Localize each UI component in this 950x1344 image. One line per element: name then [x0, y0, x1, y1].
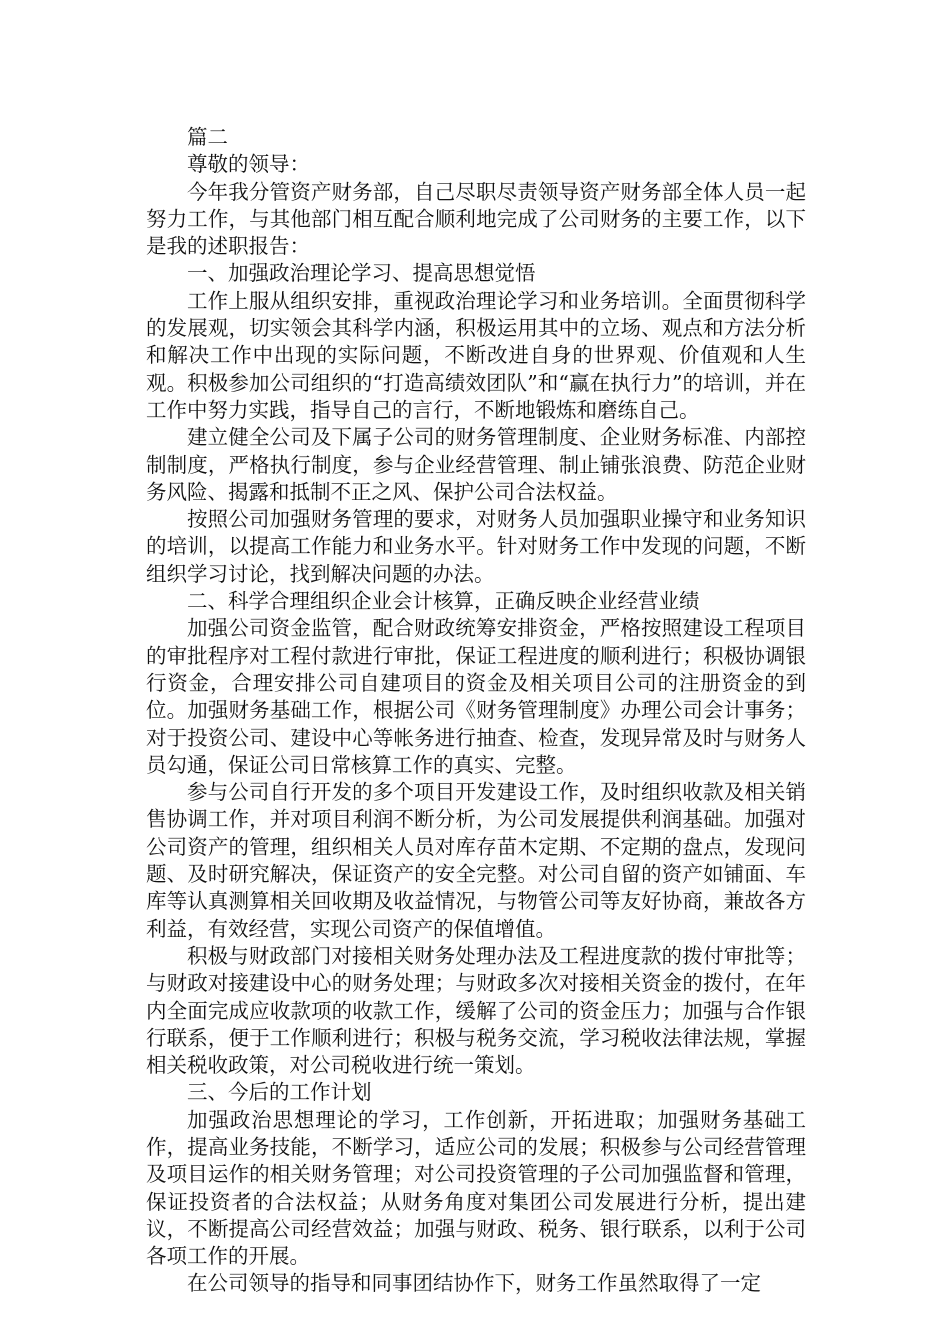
section-label: 篇二 [187, 125, 228, 149]
intro-paragraph: 今年我分管资产财务部，自己尽职尽责领导资产财务部全体人员一起努力工作，与其他部门相互配合顺利地完成了公司财务的主要工作，以下是我的述职报告： [146, 179, 806, 259]
heading-2: 二、科学合理组织企业会计核算，正确反映企业经营业绩 [187, 589, 700, 614]
document-body [146, 124, 806, 1298]
body-paragraph: 工作上服从组织安排，重视政治理论学习和业务培训。全面贯彻科学的发展观，切实领会其科学内涵，积极运用其中的立场、观点和方法分析和解决工作中出现的实际问题，不断改进自身的世界观、价值观和人生观。积极参加公司组织的“打造高绩效团队”和“赢在执行力”的培训，并在工作中努力实践，指导自己的言行，不断地锻炼和磨练自己。 [146, 288, 806, 422]
salutation: 尊敬的领导： [187, 152, 310, 177]
body-paragraph: 加强公司资金监管，配合财政统筹安排资金，严格按照建设工程项目的审批程序对工程付款进行审批，保证工程进度的顺利进行；积极协调银行资金，合理安排公司自建项目的资金及相关项目公司的注册资金的到位。加强财务基础工作，根据公司《财务管理制度》办理公司会计事务；对于投资公司、建设中心等帐务进行抽查、检查，发现异常及时与财务人员勾通，保证公司日常核算工作的真实、完整。 [146, 616, 806, 777]
heading-3: 三、今后的工作计划 [187, 1080, 372, 1105]
body-paragraph: 在公司领导的指导和同事团结协作下，财务工作虽然取得了一定 [187, 1271, 761, 1296]
body-paragraph: 按照公司加强财务管理的要求，对财务人员加强职业操守和业务知识的培训，以提高工作能力和业务水平。针对财务工作中发现的问题，不断组织学习讨论，找到解决问题的办法。 [146, 507, 806, 586]
body-paragraph: 积极与财政部门对接相关财务处理办法及工程进度款的拨付审批等；与财政对接建设中心的财务处理；与财政多次对接相关资金的拨付，在年内全面完成应收款项的收款工作，缓解了公司的资金压力；加强与合作银行联系，便于工作顺利进行；积极与税务交流，学习税收法律法规，掌握相关税收政策，对公司税收进行统一策划。 [146, 943, 806, 1078]
body-paragraph: 参与公司自行开发的多个项目开发建设工作，及时组织收款及相关销售协调工作，并对项目利润不断分析，为公司发展提供利润基础。加强对公司资产的管理，组织相关人员对库存苗木定期、不定期的盘点，发现问题、及时研究解决，保证资产的安全完整。对公司自留的资产如铺面、车库等认真测算相关回收期及收益情况，与物管公司等友好协商，兼故各方利益，有效经营，实现公司资产的保值增值。 [146, 780, 806, 941]
heading-1: 一、加强政治理论学习、提高思想觉悟 [187, 261, 536, 286]
body-paragraph: 加强政治思想理论的学习，工作创新，开拓进取；加强财务基础工作，提高业务技能，不断学习，适应公司的发展；积极参与公司经营管理及项目运作的相关财务管理；对公司投资管理的子公司加强监督和管理，保证投资者的合法权益；从财务角度对集团公司发展进行分析，提出建议，不断提高公司经营效益；加强与财政、税务、银行联系，以利于公司各项工作的开展。 [146, 1107, 806, 1269]
body-paragraph: 建立健全公司及下属子公司的财务管理制度、企业财务标准、内部控制制度，严格执行制度，参与企业经营管理、制止铺张浪费、防范企业财务风险、揭露和抵制不正之风、保护公司合法权益。 [146, 425, 806, 504]
